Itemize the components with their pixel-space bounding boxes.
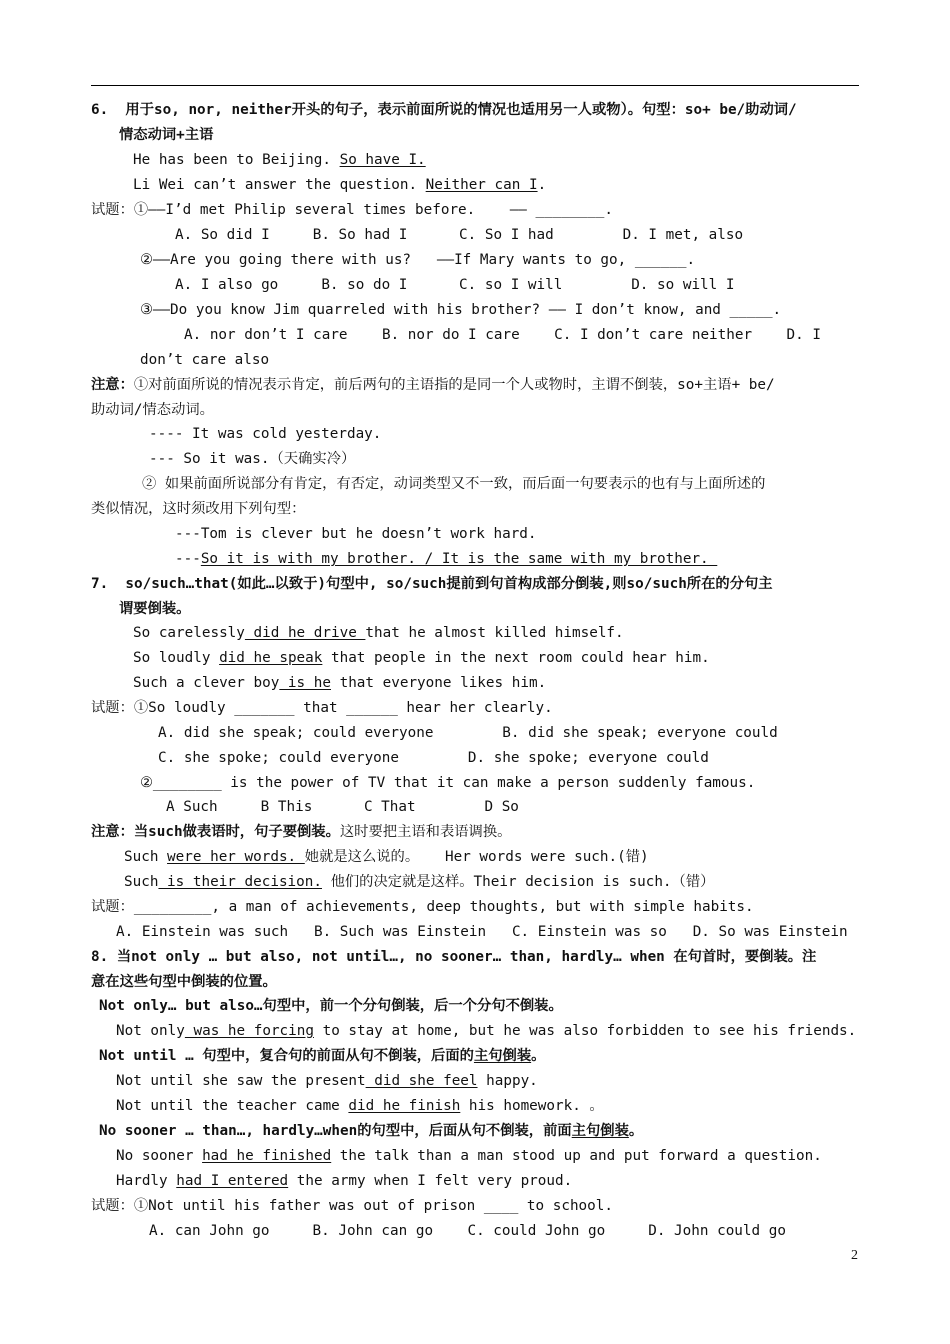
underlined-text: is their decision.	[158, 874, 322, 890]
text-run: A. Einstein was such B. Such was Einstein C. Einstein was so D. So was Einstein	[116, 924, 848, 940]
underlined-text: was he forcing	[184, 1023, 314, 1039]
text-run: He has been to Beijing.	[133, 152, 340, 168]
text-line	[124, 847, 649, 867]
text-run: Li Wei can’t answer the question.	[133, 177, 426, 193]
underlined-text: did he speak	[219, 650, 323, 666]
text-run: 。	[628, 1123, 644, 1139]
text-line	[116, 922, 848, 942]
text-line	[142, 474, 765, 494]
text-line	[158, 748, 709, 768]
text-run: that he almost killed himself.	[365, 625, 624, 641]
text-run: 他们的决定就是这样。Their decision is such.（错）	[321, 874, 715, 890]
text-run: .	[537, 177, 547, 193]
text-line	[184, 325, 821, 345]
page-number: 2	[851, 1248, 858, 1263]
text-run: So carelessly	[133, 625, 245, 641]
text-run: ③——Do you know Jim quarreled with his brother? —— I don’t know, and _____.	[140, 302, 782, 318]
text-run: Not only	[116, 1023, 185, 1039]
text-run: the army when I felt very proud.	[288, 1173, 573, 1189]
text-run: 试题：①——I’d met Philip several times before. —— ________.	[91, 202, 613, 218]
text-run: Not until … 句型中，复合句的前面从句不倒装，后面的	[99, 1048, 474, 1064]
text-line	[175, 524, 537, 544]
text-line	[91, 100, 797, 120]
text-run: the talk than a man stood up and put forward a question.	[331, 1148, 822, 1164]
text-run: Such	[124, 849, 168, 865]
text-line	[91, 1196, 613, 1216]
text-run: ② 如果前面所说部分有肯定，有否定，动词类型又不一致，而后面一句要表示的也有与上面所述的	[142, 476, 766, 492]
underlined-text: had I entered	[176, 1173, 289, 1189]
text-line	[91, 698, 553, 718]
text-run: So loudly	[133, 650, 220, 666]
text-line	[91, 972, 277, 992]
text-run: 试题：①So loudly _______ that ______ hear her clearly.	[91, 700, 553, 716]
text-run: 这时要把主语和表语调换。	[339, 824, 512, 840]
text-run: A. I also go B. so do I C. so I will D. so will I	[175, 277, 735, 293]
text-line	[91, 200, 613, 220]
text-line	[119, 599, 190, 619]
text-line	[116, 1171, 572, 1191]
text-run: Such	[124, 874, 159, 890]
text-run: ②——Are you going there with us? ——If Mary wants to go, ______.	[140, 252, 696, 268]
text-line	[149, 1221, 786, 1241]
text-run: happy.	[477, 1073, 538, 1089]
text-run: Not only… but also…句型中，前一个分句倒装，后一个分句不倒装。	[99, 998, 563, 1014]
text-run: that people in the next room could hear him.	[322, 650, 710, 666]
text-run: 。	[531, 1048, 546, 1064]
text-run: 注意：	[91, 377, 134, 393]
text-run: 试题：_________, a man of achievements, deep thoughts, but with simple habits.	[91, 899, 754, 915]
text-line	[91, 822, 511, 842]
text-run: No sooner	[116, 1148, 203, 1164]
text-run: 助动词/情态动词。	[91, 402, 214, 418]
text-line	[140, 350, 269, 370]
underlined-text: 主句倒装	[571, 1123, 629, 1139]
text-line	[99, 996, 563, 1016]
text-line	[124, 872, 714, 892]
text-line	[99, 1046, 545, 1066]
text-run: ---	[175, 551, 201, 567]
text-line	[116, 1146, 822, 1166]
header-rule	[91, 85, 859, 86]
text-run: ②________ is the power of TV that it can make a person suddenly famous.	[140, 775, 756, 791]
text-line	[116, 1021, 856, 1041]
underlined-text: Neither can I	[425, 177, 538, 193]
text-line	[149, 424, 381, 444]
text-line	[91, 400, 214, 420]
text-run: --- So it was.（天确实冷）	[149, 451, 356, 467]
text-line	[175, 549, 717, 569]
text-line	[149, 449, 355, 469]
text-line	[158, 723, 778, 743]
text-run: ---- It was cold yesterday.	[149, 426, 382, 442]
text-line	[133, 673, 546, 693]
text-line	[91, 499, 305, 519]
underlined-text: had he finished	[202, 1148, 332, 1164]
text-run: 试题：①Not until his father was out of prison ____ to school.	[91, 1198, 613, 1214]
text-run: A. So did I B. So had I C. So I had D. I met, also	[175, 227, 744, 243]
underlined-text: So it is with my brother. / It is the same with my brother.	[200, 551, 718, 567]
text-line	[99, 1121, 643, 1141]
text-run: A. can John go B. John can go C. could John go D. John could go	[149, 1223, 786, 1239]
text-run: 情态动词+主语	[119, 127, 214, 143]
text-run: 注意：当such做表语时，句子要倒装。	[91, 824, 340, 840]
text-line	[175, 275, 734, 295]
text-run: to stay at home, but he was also forbidden to see his friends.	[314, 1023, 857, 1039]
text-line	[91, 897, 754, 917]
text-line	[133, 648, 710, 668]
underlined-text: 主句倒装	[473, 1048, 532, 1064]
text-run: his homework. 。	[460, 1098, 604, 1114]
text-run: A Such B This C That D So	[166, 799, 519, 815]
text-run: Hardly	[116, 1173, 177, 1189]
text-run: that everyone likes him.	[330, 675, 547, 691]
text-run: don’t care also	[140, 352, 270, 368]
text-run: 类似情况，这时须改用下列句型：	[91, 501, 306, 517]
text-run: Such a clever boy	[133, 675, 280, 691]
text-run: C. she spoke; could everyone D. she spoke; everyone could	[158, 750, 709, 766]
underlined-text: were her words.	[167, 849, 305, 865]
text-line	[91, 375, 775, 395]
text-line	[91, 947, 816, 967]
underlined-text: did he drive	[244, 625, 366, 641]
text-run: ①对前面所说的情况表示肯定，前后两句的主语指的是同一个人或物时，主谓不倒装，so+主语+ be/	[133, 377, 775, 393]
text-run: ---Tom is clever but he doesn’t work hard.	[175, 526, 537, 542]
text-line	[140, 250, 695, 270]
text-line	[175, 225, 743, 245]
text-run: Not until the teacher came	[116, 1098, 349, 1114]
text-line	[133, 623, 624, 643]
underlined-text: did he finish	[348, 1098, 461, 1114]
underlined-text: So have I.	[339, 152, 426, 168]
text-line	[116, 1071, 538, 1091]
text-run: 意在这些句型中倒装的位置。	[91, 974, 277, 990]
text-run: A. did she speak; could everyone B. did she speak; everyone could	[158, 725, 778, 741]
underlined-text: is he	[279, 675, 331, 691]
text-line	[133, 150, 426, 170]
text-line	[140, 300, 781, 320]
text-line	[116, 1096, 604, 1116]
text-run: 8. 当not only … but also, not until…, no sooner… than, hardly… when 在句首时，要倒装。注	[91, 949, 817, 965]
text-run: Not until she saw the present	[116, 1073, 366, 1089]
text-run: 6. 用于so, nor, neither开头的句子，表示前面所说的情况也适用另一人或物）。句型：so+ be/助动词/	[91, 102, 797, 118]
text-line	[140, 773, 755, 793]
text-line	[91, 574, 773, 594]
text-run: 谓要倒装。	[119, 601, 191, 617]
text-run: A. nor don’t I care B. nor do I care C. I don’t care neither D. I	[184, 327, 821, 343]
text-run: No sooner … than…, hardly…when的句型中，后面从句不倒装，前面	[99, 1123, 572, 1139]
underlined-text: did she feel	[365, 1073, 478, 1089]
text-line	[166, 797, 519, 817]
text-line	[119, 125, 213, 145]
text-line	[133, 175, 546, 195]
text-run: 7. so/such…that(如此…以致于)句型中, so/such提前到句首构成部分倒装,则so/such所在的分句主	[91, 576, 773, 592]
text-run: 她就是这么说的。 Her words were such.(错)	[304, 849, 649, 865]
